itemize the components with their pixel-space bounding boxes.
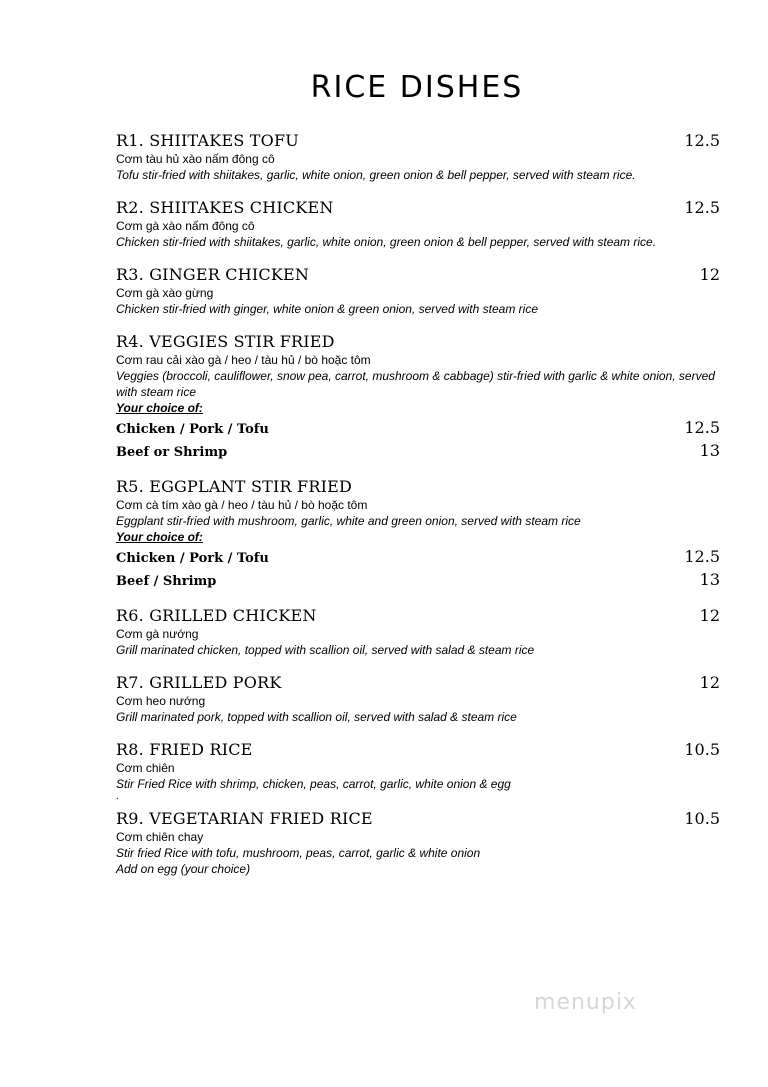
item-description: Stir Fried Rice with shrimp, chicken, peas, carrot, garlic, white onion & egg [116,777,511,791]
item-name: R4. VEGGIES STIR FRIED [116,332,335,351]
menu-item-r3 [116,264,720,317]
item-vietnamese-name: Cơm chiên [116,761,175,775]
option-name: Beef or Shrimp [116,445,228,460]
item-vietnamese-name: Cơm rau cải xào gà / heo / tàu hủ / bò hoặc tôm [116,353,371,367]
item-description: Veggies (broccoli, cauliflower, snow pea, carrot, mushroom & cabbage) stir-fried with garlic & white onion, served with steam rice [116,369,715,399]
option-row [116,418,720,439]
menu-item-r2 [116,197,720,250]
option-row [116,570,720,591]
item-price: 12.5 [684,198,720,217]
item-price: 10.5 [684,809,720,828]
item-name: R1. SHIITAKES TOFU [116,131,299,150]
item-description: Grill marinated chicken, topped with scallion oil, served with salad & steam rice [116,643,535,657]
item-name: R9. VEGETARIAN FRIED RICE [116,809,373,828]
item-vietnamese-name: Cơm cà tím xào gà / heo / tàu hủ / bò hoặc tôm [116,498,368,512]
menu-item-r9 [116,808,720,877]
item-name: R5. EGGPLANT STIR FRIED [116,477,353,496]
item-price: 12 [699,673,720,692]
item-vietnamese-name: Cơm gà xào nấm đông cô [116,219,255,233]
item-vietnamese-name: Cơm gà xào gừng [116,286,214,300]
option-price: 12.5 [684,418,720,437]
item-price: 12 [699,606,720,625]
menu-item-r8 [116,739,720,802]
menu-item-r6 [116,605,720,658]
menu-item-r7 [116,672,720,725]
item-vietnamese-name: Cơm chiên chay [116,830,204,844]
item-description: Eggplant stir-fried with mushroom, garlic, white and green onion, served with steam rice [116,514,581,528]
item-price: 10.5 [684,740,720,759]
item-name: R2. SHIITAKES CHICKEN [116,198,334,217]
item-description: Tofu stir-fried with shiitakes, garlic, white onion, green onion & bell pepper, served with steam rice. [116,168,636,182]
page-title: RICE DISHES [310,70,524,105]
item-name: R3. GINGER CHICKEN [116,265,310,284]
menu-list [116,130,720,891]
option-price: 13 [699,570,720,589]
item-price: 12.5 [684,131,720,150]
item-description: Chicken stir-fried with ginger, white onion & green onion, served with steam rice [116,302,538,316]
item-vietnamese-name: Cơm gà nướng [116,627,199,641]
menu-item-r1 [116,130,720,183]
menu-item-r5 [116,476,720,591]
option-row [116,547,720,568]
item-name: R8. FRIED RICE [116,740,253,759]
trailing-dot: . [116,791,119,802]
item-name: R6. GRILLED CHICKEN [116,606,317,625]
item-price: 12 [699,265,720,284]
choice-label: Your choice of: [116,401,203,415]
item-add-on-note: Add on egg (your choice) [116,862,251,876]
item-description: Chicken stir-fried with shiitakes, garlic, white onion, green onion & bell pepper, served with steam rice. [116,235,657,249]
choice-label: Your choice of: [116,530,203,544]
watermark-logo: menupix [534,990,637,1015]
item-name: R7. GRILLED PORK [116,673,282,692]
option-price: 13 [699,441,720,460]
item-vietnamese-name: Cơm heo nướng [116,694,206,708]
item-description: Grill marinated pork, topped with scallion oil, served with salad & steam rice [116,710,517,724]
menu-item-r4 [116,331,720,462]
option-price: 12.5 [684,547,720,566]
option-name: Chicken / Pork / Tofu [116,422,269,437]
option-name: Beef / Shrimp [116,574,217,589]
option-row [116,441,720,462]
item-vietnamese-name: Cơm tàu hủ xào nấm đông cô [116,152,275,166]
option-name: Chicken / Pork / Tofu [116,551,269,566]
item-description: Stir fried Rice with tofu, mushroom, peas, carrot, garlic & white onion [116,846,481,860]
